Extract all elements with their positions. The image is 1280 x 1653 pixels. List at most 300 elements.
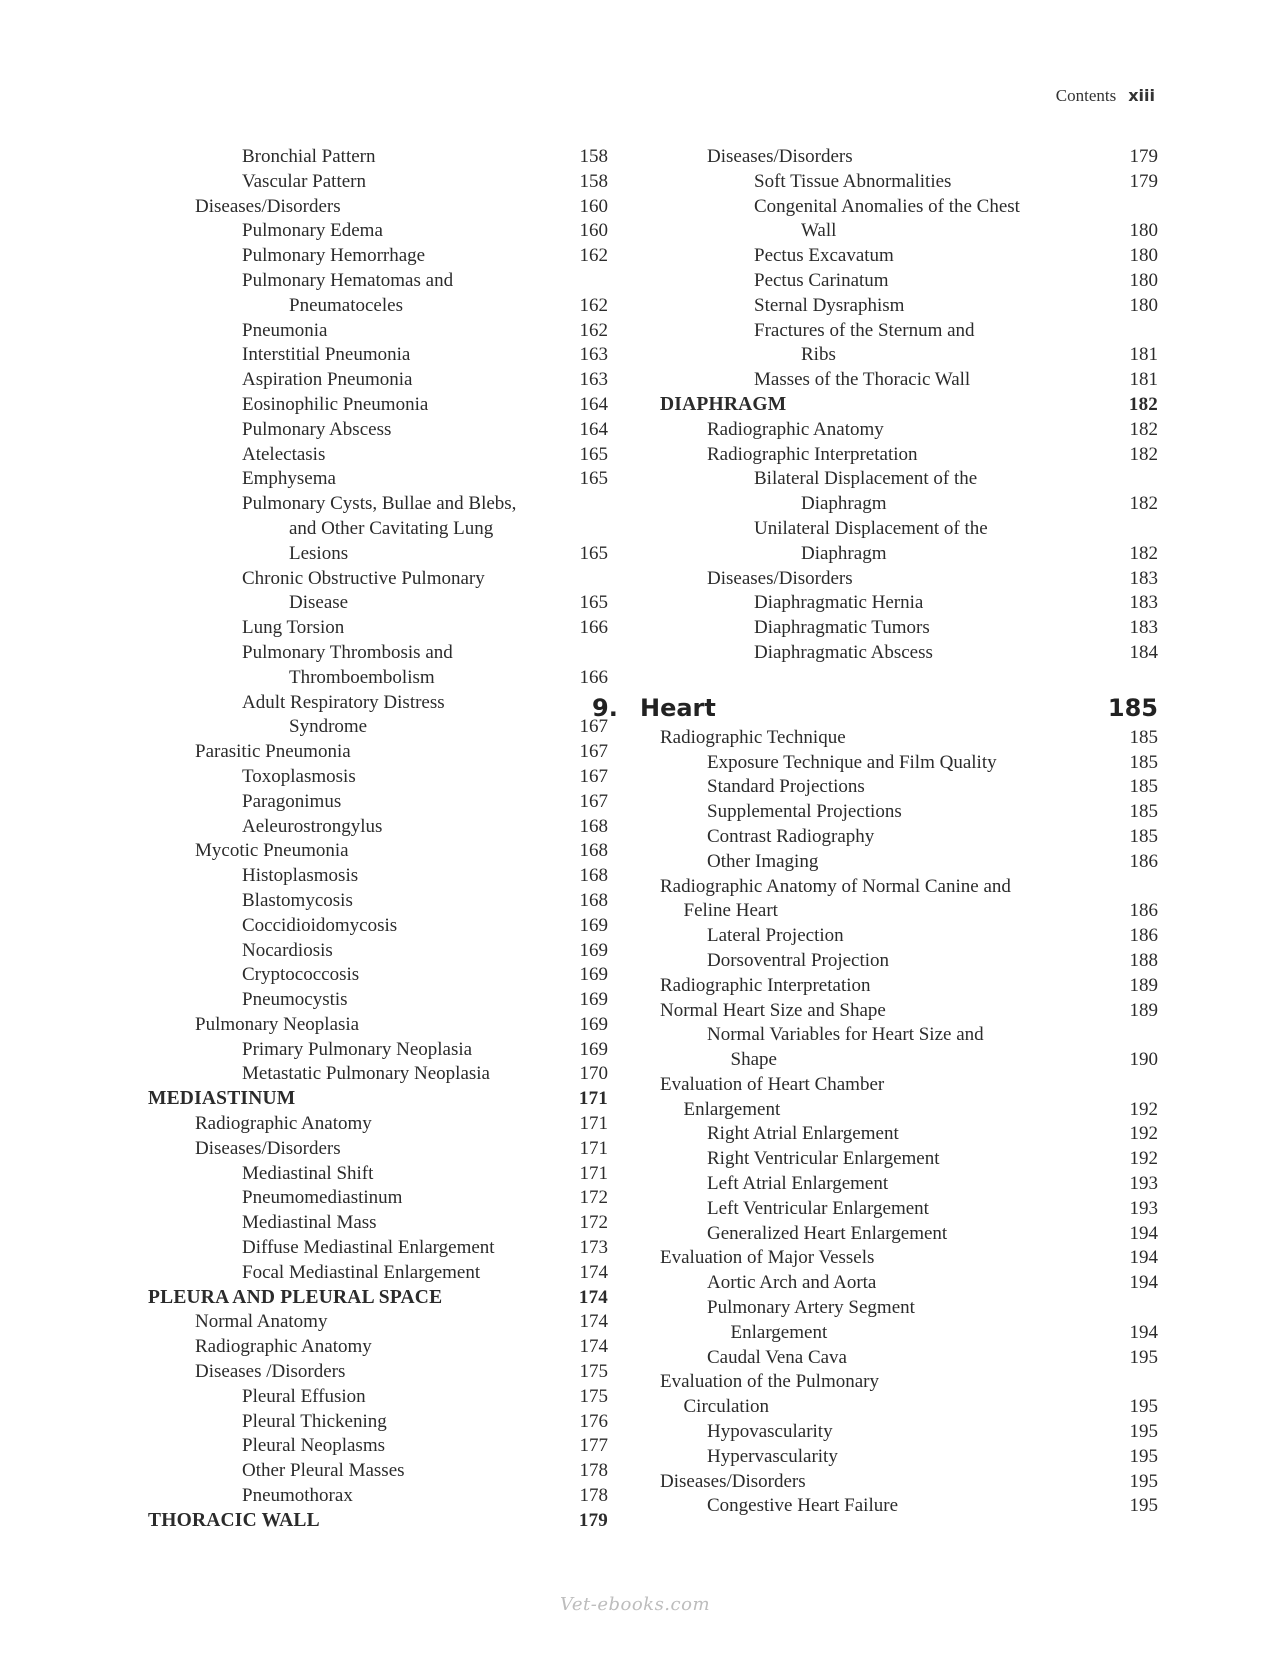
toc-entry-title: Pneumatoceles [289, 294, 411, 319]
toc-entry-title: DIAPHRAGM [660, 393, 794, 418]
toc-entry-title: Diseases/Disorders [195, 195, 349, 220]
toc-entry-page: 172 [579, 1187, 608, 1209]
toc-entry-title: Primary Pulmonary Neoplasia [242, 1038, 480, 1063]
chapter-title: Heart [640, 690, 726, 726]
toc-entry[interactable] [640, 616, 1158, 641]
toc-entry[interactable] [640, 542, 1158, 567]
toc-entry-title: Emphysema [242, 467, 344, 492]
toc-entry[interactable] [640, 875, 1158, 900]
toc-entry[interactable] [148, 319, 608, 344]
toc-entry-title: Pulmonary Thrombosis and [242, 641, 461, 666]
toc-entry[interactable] [640, 294, 1158, 319]
toc-entry-page: 171 [579, 1137, 608, 1159]
toc-entry-title: Parasitic Pneumonia [195, 740, 359, 765]
toc-entry-page: 195 [1129, 1396, 1158, 1418]
toc-entry[interactable] [148, 591, 608, 616]
running-header [1056, 86, 1155, 106]
toc-entry-page: 174 [578, 1286, 608, 1308]
toc-entry-page: 168 [579, 840, 608, 862]
toc-entry[interactable] [148, 492, 608, 517]
toc-entry[interactable] [640, 1222, 1158, 1247]
toc-entry[interactable] [640, 443, 1158, 468]
toc-entry-page: 186 [1129, 850, 1158, 872]
toc-entry[interactable] [640, 517, 1158, 542]
toc-entry-page: 169 [579, 939, 608, 961]
toc-entry-title: Congenital Anomalies of the Chest [754, 195, 1028, 220]
toc-entry-title: Diffuse Mediastinal Enlargement [242, 1236, 503, 1261]
toc-entry[interactable] [148, 1310, 608, 1335]
toc-entry-title: Interstitial Pneumonia [242, 343, 418, 368]
toc-entry-page: 190 [1129, 1049, 1158, 1071]
toc-entry[interactable] [148, 715, 608, 740]
toc-entry-title: Caudal Vena Cava [707, 1346, 855, 1371]
toc-entry-page: 185 [1129, 776, 1158, 798]
toc-entry[interactable] [640, 219, 1158, 244]
toc-entry[interactable] [640, 418, 1158, 443]
toc-entry[interactable] [148, 1013, 608, 1038]
toc-entry-page: 162 [579, 245, 608, 267]
toc-entry[interactable] [148, 1236, 608, 1261]
toc-entry-title: Pulmonary Hemorrhage [242, 244, 433, 269]
toc-entry-page: 170 [579, 1063, 608, 1085]
toc-entry[interactable] [640, 1048, 1158, 1073]
toc-entry-page: 179 [578, 1509, 608, 1531]
toc-entry[interactable] [148, 467, 608, 492]
toc-entry-title: Congestive Heart Failure [707, 1494, 906, 1519]
toc-entry-page: 163 [579, 344, 608, 366]
toc-entry-title: Pulmonary Edema [242, 219, 391, 244]
toc-entry-page: 195 [1129, 1421, 1158, 1443]
toc-entry[interactable] [640, 1271, 1158, 1296]
toc-entry[interactable] [148, 567, 608, 592]
toc-entry-page: 165 [579, 592, 608, 614]
toc-entry-title: Pulmonary Abscess [242, 418, 399, 443]
toc-entry-title: Nocardiosis [242, 939, 341, 964]
toc-entry-title: Pneumonia [242, 319, 336, 344]
toc-entry-title: Pulmonary Artery Segment [707, 1296, 923, 1321]
toc-entry-title: Radiographic Interpretation [707, 443, 926, 468]
toc-entry[interactable] [148, 219, 608, 244]
toc-entry[interactable] [148, 542, 608, 567]
toc-entry[interactable] [640, 1172, 1158, 1197]
toc-entry-title: Left Atrial Enlargement [707, 1172, 896, 1197]
toc-entry-title: Diseases/Disorders [707, 567, 861, 592]
toc-entry-page: 162 [579, 294, 608, 316]
toc-entry-title: Enlargement [684, 1098, 789, 1123]
toc-entry-page: 194 [1129, 1222, 1158, 1244]
toc-entry-title: Vascular Pattern [242, 170, 374, 195]
toc-entry-title: Supplemental Projections [707, 800, 910, 825]
toc-entry-title: Pulmonary Hematomas and [242, 269, 461, 294]
toc-entry[interactable] [640, 1023, 1158, 1048]
toc-entry-page: 195 [1129, 1470, 1158, 1492]
toc-entry[interactable] [640, 726, 1158, 751]
toc-entry-title: Unilateral Displacement of the [754, 517, 996, 542]
toc-entry-title: Exposure Technique and Film Quality [707, 751, 1005, 776]
toc-entry-page: 180 [1129, 220, 1158, 242]
toc-entry-title: Right Ventricular Enlargement [707, 1147, 948, 1172]
toc-entry[interactable] [640, 591, 1158, 616]
toc-entry[interactable] [640, 1246, 1158, 1271]
toc-entry-title: Diaphragm [801, 492, 894, 517]
toc-entry[interactable] [148, 740, 608, 765]
toc-entry[interactable] [640, 1420, 1158, 1445]
toc-entry-title: Radiographic Anatomy [195, 1335, 380, 1360]
toc-entry-page: 182 [1129, 418, 1158, 440]
toc-entry[interactable] [148, 988, 608, 1013]
toc-entry-title: Enlargement [731, 1321, 836, 1346]
toc-entry-title: Pneumothorax [242, 1484, 361, 1509]
toc-entry[interactable] [148, 889, 608, 914]
toc-entry-title: Sternal Dysraphism [754, 294, 912, 319]
toc-entry[interactable] [640, 467, 1158, 492]
toc-entry-page: 183 [1129, 567, 1158, 589]
toc-entry-title: Diseases/Disorders [707, 145, 861, 170]
toc-entry[interactable] [148, 1385, 608, 1410]
toc-entry-page: 163 [579, 369, 608, 391]
toc-entry[interactable] [148, 1335, 608, 1360]
toc-entry[interactable] [640, 1445, 1158, 1470]
toc-entry-title: Lateral Projection [707, 924, 852, 949]
toc-entry-title: Coccidioidomycosis [242, 914, 405, 939]
toc-entry[interactable] [148, 963, 608, 988]
toc-entry[interactable] [148, 195, 608, 220]
toc-entry-page: 166 [579, 666, 608, 688]
toc-entry-title: Cryptococcosis [242, 963, 367, 988]
toc-entry-title: MEDIASTINUM [148, 1087, 303, 1112]
toc-entry[interactable] [640, 999, 1158, 1024]
toc-entry[interactable] [148, 1410, 608, 1435]
toc-entry-page: 180 [1129, 245, 1158, 267]
toc-entry[interactable] [148, 1186, 608, 1211]
toc-entry-page: 169 [579, 989, 608, 1011]
toc-entry-page: 160 [579, 195, 608, 217]
toc-entry[interactable] [640, 800, 1158, 825]
toc-entry-page: 180 [1129, 294, 1158, 316]
toc-entry-title: Disease [289, 591, 356, 616]
toc-entry-page: 178 [579, 1460, 608, 1482]
toc-entry-title: Diseases /Disorders [195, 1360, 353, 1385]
toc-entry-title: Focal Mediastinal Enlargement [242, 1261, 488, 1286]
toc-entry[interactable] [148, 1112, 608, 1137]
toc-entry-title: Contrast Radiography [707, 825, 882, 850]
toc-entry-title: Standard Projections [707, 775, 873, 800]
toc-entry-page: 192 [1129, 1098, 1158, 1120]
toc-entry-title: PLEURA AND PLEURAL SPACE [148, 1286, 450, 1311]
toc-section-heading[interactable] [148, 1509, 608, 1534]
toc-entry[interactable] [148, 418, 608, 443]
toc-entry[interactable] [148, 616, 608, 641]
chapter-spacer [640, 666, 1158, 690]
toc-list-heart [640, 726, 1158, 1520]
toc-entry[interactable] [148, 1062, 608, 1087]
toc-entry-page: 174 [579, 1336, 608, 1358]
toc-entry-page: 185 [1129, 726, 1158, 748]
toc-entry[interactable] [640, 850, 1158, 875]
toc-entry-title: Aeleurostrongylus [242, 815, 390, 840]
toc-entry-title: Evaluation of Major Vessels [660, 1246, 882, 1271]
toc-entry[interactable] [148, 765, 608, 790]
toc-entry[interactable] [148, 1211, 608, 1236]
toc-entry-title: Normal Heart Size and Shape [660, 999, 894, 1024]
toc-entry-page: 178 [579, 1485, 608, 1507]
toc-entry-page: 165 [579, 542, 608, 564]
toc-entry-page: 171 [579, 1113, 608, 1135]
toc-entry-title: Diaphragmatic Abscess [754, 641, 941, 666]
toc-entry-title: Pectus Excavatum [754, 244, 902, 269]
toc-entry-title: Lesions [289, 542, 356, 567]
toc-entry[interactable] [148, 517, 608, 542]
toc-entry-page: 188 [1129, 949, 1158, 971]
toc-entry-page: 182 [1129, 542, 1158, 564]
toc-entry-title: Eosinophilic Pneumonia [242, 393, 436, 418]
chapter-heading[interactable] [592, 690, 1158, 726]
toc-entry-page: 195 [1129, 1445, 1158, 1467]
toc-entry-title: Hypervascularity [707, 1445, 846, 1470]
toc-entry[interactable] [640, 1098, 1158, 1123]
toc-entry-page: 173 [579, 1237, 608, 1259]
toc-section-heading[interactable] [148, 1286, 608, 1311]
toc-entry-title: Pneumomediastinum [242, 1186, 410, 1211]
toc-entry-title: Circulation [684, 1395, 777, 1420]
toc-entry[interactable] [148, 1434, 608, 1459]
toc-entry-page: 189 [1129, 999, 1158, 1021]
toc-entry[interactable] [640, 269, 1158, 294]
toc-entry[interactable] [640, 1073, 1158, 1098]
toc-entry[interactable] [640, 825, 1158, 850]
toc-entry[interactable] [640, 899, 1158, 924]
toc-list-thorax-continued [640, 145, 1158, 666]
toc-entry-page: 181 [1129, 369, 1158, 391]
toc-entry-title: Mediastinal Mass [242, 1211, 385, 1236]
toc-entry-page: 158 [579, 170, 608, 192]
toc-entry[interactable] [148, 839, 608, 864]
toc-entry[interactable] [148, 244, 608, 269]
toc-entry-title: Wall [801, 219, 844, 244]
toc-entry[interactable] [640, 1346, 1158, 1371]
toc-entry-title: Radiographic Interpretation [660, 974, 879, 999]
toc-entry-page: 193 [1129, 1197, 1158, 1219]
toc-entry-page: 175 [579, 1385, 608, 1407]
toc-entry[interactable] [640, 567, 1158, 592]
toc-entry-page: 182 [1129, 443, 1158, 465]
toc-entry[interactable] [640, 1147, 1158, 1172]
toc-entry-page: 183 [1129, 617, 1158, 639]
toc-entry-title: and Other Cavitating Lung [289, 517, 501, 542]
toc-entry-title: Normal Anatomy [195, 1310, 335, 1335]
toc-column-left [148, 145, 608, 1534]
toc-entry-title: Right Atrial Enlargement [707, 1122, 907, 1147]
toc-entry[interactable] [148, 343, 608, 368]
toc-entry[interactable] [148, 1484, 608, 1509]
toc-entry-page: 174 [579, 1261, 608, 1283]
toc-entry[interactable] [148, 1261, 608, 1286]
toc-entry[interactable] [148, 368, 608, 393]
toc-entry-title: Radiographic Anatomy of Normal Canine and [660, 875, 1019, 900]
toc-entry[interactable] [640, 1122, 1158, 1147]
toc-entry-page: 186 [1129, 900, 1158, 922]
toc-entry-title: Histoplasmosis [242, 864, 366, 889]
toc-entry-title: Normal Variables for Heart Size and [707, 1023, 992, 1048]
toc-entry[interactable] [148, 170, 608, 195]
toc-entry-title: Paragonimus [242, 790, 349, 815]
toc-entry-title: Diaphragm [801, 542, 894, 567]
toc-entry-title: Radiographic Anatomy [707, 418, 892, 443]
toc-entry-page: 181 [1129, 344, 1158, 366]
toc-entry[interactable] [148, 269, 608, 294]
toc-entry-title: Feline Heart [684, 899, 786, 924]
toc-entry-title: Thromboembolism [289, 666, 443, 691]
toc-entry-title: Soft Tissue Abnormalities [754, 170, 959, 195]
toc-entry[interactable] [640, 195, 1158, 220]
toc-entry-page: 177 [579, 1435, 608, 1457]
toc-entry[interactable] [148, 914, 608, 939]
toc-entry[interactable] [640, 492, 1158, 517]
toc-section-heading[interactable] [148, 1087, 608, 1112]
toc-entry-title: Pneumocystis [242, 988, 356, 1013]
watermark-logo: Vet-ebooks.com [560, 1594, 711, 1615]
toc-entry[interactable] [640, 1370, 1158, 1395]
toc-entry[interactable] [148, 864, 608, 889]
toc-entry-title: Toxoplasmosis [242, 765, 364, 790]
toc-entry-page: 164 [579, 393, 608, 415]
toc-entry[interactable] [640, 924, 1158, 949]
toc-entry[interactable] [640, 1395, 1158, 1420]
toc-entry-page: 185 [1129, 801, 1158, 823]
header-word: Contents [1055, 86, 1117, 105]
toc-entry[interactable] [640, 1470, 1158, 1495]
toc-entry-page: 179 [1129, 170, 1158, 192]
toc-entry-page: 162 [579, 319, 608, 341]
toc-entry-title: Fractures of the Sternum and [754, 319, 983, 344]
toc-entry[interactable] [640, 170, 1158, 195]
toc-entry-title: Pleural Thickening [242, 1410, 395, 1435]
toc-entry-title: Pectus Carinatum [754, 269, 897, 294]
toc-entry[interactable] [640, 319, 1158, 344]
toc-entry[interactable] [640, 368, 1158, 393]
toc-entry-page: 185 [1129, 825, 1158, 847]
toc-entry-title: Bronchial Pattern [242, 145, 384, 170]
toc-entry-page: 184 [1129, 641, 1158, 663]
toc-entry-page: 167 [579, 765, 608, 787]
toc-entry-page: 174 [579, 1311, 608, 1333]
toc-entry[interactable] [640, 974, 1158, 999]
toc-entry[interactable] [148, 666, 608, 691]
toc-entry-page: 195 [1129, 1495, 1158, 1517]
toc-entry-page: 182 [1129, 493, 1158, 515]
toc-entry-title: Generalized Heart Enlargement [707, 1222, 955, 1247]
toc-entry-page: 168 [579, 889, 608, 911]
toc-entry-page: 193 [1129, 1173, 1158, 1195]
toc-entry-page: 158 [579, 146, 608, 167]
toc-section-heading[interactable] [640, 393, 1158, 418]
toc-entry-title: Diaphragmatic Hernia [754, 591, 931, 616]
toc-entry[interactable] [640, 641, 1158, 666]
toc-entry[interactable] [148, 1360, 608, 1385]
toc-entry[interactable] [148, 815, 608, 840]
toc-entry[interactable] [148, 1038, 608, 1063]
toc-entry-page: 168 [579, 815, 608, 837]
toc-entry-title: Ribs [801, 343, 844, 368]
toc-entry-title: Pleural Effusion [242, 1385, 374, 1410]
toc-entry[interactable] [148, 1459, 608, 1484]
toc-entry-page: 169 [579, 964, 608, 986]
toc-entry-title: Mycotic Pneumonia [195, 839, 357, 864]
toc-entry[interactable] [148, 294, 608, 319]
toc-entry-title: Chronic Obstructive Pulmonary [242, 567, 493, 592]
toc-entry-title: Dorsoventral Projection [707, 949, 897, 974]
toc-entry-title: THORACIC WALL [148, 1509, 328, 1534]
toc-entry-page: 164 [579, 418, 608, 440]
toc-entry-page: 171 [578, 1088, 608, 1110]
toc-entry[interactable] [640, 1296, 1158, 1321]
toc-entry[interactable] [640, 1197, 1158, 1222]
toc-entry-title: Evaluation of the Pulmonary [660, 1370, 887, 1395]
toc-entry[interactable] [640, 775, 1158, 800]
toc-entry-page: 194 [1129, 1247, 1158, 1269]
toc-entry[interactable] [148, 1162, 608, 1187]
toc-entry-page: 176 [579, 1410, 608, 1432]
toc-entry-page: 171 [579, 1162, 608, 1184]
toc-entry-title: Aortic Arch and Aorta [707, 1271, 884, 1296]
toc-entry[interactable] [148, 939, 608, 964]
toc-entry[interactable] [640, 1494, 1158, 1519]
toc-entry-title: Pulmonary Cysts, Bullae and Blebs, [242, 492, 524, 517]
toc-entry[interactable] [148, 1137, 608, 1162]
toc-entry-title: Diseases/Disorders [660, 1470, 814, 1495]
toc-entry-title: Pulmonary Neoplasia [195, 1013, 367, 1038]
toc-entry-title: Syndrome [289, 715, 375, 740]
toc-entry[interactable] [148, 443, 608, 468]
toc-entry-page: 168 [579, 865, 608, 887]
toc-entry-page: 175 [579, 1361, 608, 1383]
toc-entry-title: Adult Respiratory Distress [242, 691, 453, 716]
toc-entry[interactable] [148, 691, 608, 716]
toc-entry-page: 194 [1129, 1321, 1158, 1343]
toc-entry[interactable] [640, 145, 1158, 170]
toc-entry-page: 183 [1129, 592, 1158, 614]
toc-entry[interactable] [640, 1321, 1158, 1346]
toc-entry-title: Mediastinal Shift [242, 1162, 381, 1187]
toc-entry-page: 192 [1129, 1148, 1158, 1170]
toc-entry[interactable] [148, 641, 608, 666]
toc-entry-title: Blastomycosis [242, 889, 361, 914]
toc-entry[interactable] [640, 343, 1158, 368]
toc-entry[interactable] [148, 393, 608, 418]
toc-entry-title: Hypovascularity [707, 1420, 841, 1445]
toc-entry-title: Radiographic Anatomy [195, 1112, 380, 1137]
toc-entry-title: Bilateral Displacement of the [754, 467, 985, 492]
toc-entry-page: 180 [1129, 269, 1158, 291]
toc-entry[interactable] [148, 145, 608, 170]
toc-entry-title: Left Ventricular Enlargement [707, 1197, 937, 1222]
toc-entry[interactable] [148, 790, 608, 815]
toc-entry-page: 195 [1129, 1346, 1158, 1368]
toc-entry[interactable] [640, 244, 1158, 269]
toc-entry-title: Pleural Neoplasms [242, 1434, 393, 1459]
toc-entry-page: 179 [1129, 146, 1158, 167]
toc-entry-page: 160 [579, 220, 608, 242]
toc-entry-page: 169 [579, 1013, 608, 1035]
toc-entry-title: Aspiration Pneumonia [242, 368, 420, 393]
toc-entry[interactable] [640, 949, 1158, 974]
toc-entry[interactable] [640, 751, 1158, 776]
toc-entry-title: Masses of the Thoracic Wall [754, 368, 978, 393]
toc-entry-page: 167 [579, 716, 608, 738]
toc-entry-page: 185 [1129, 751, 1158, 773]
toc-entry-page: 169 [579, 1038, 608, 1060]
toc-entry-title: Other Pleural Masses [242, 1459, 413, 1484]
